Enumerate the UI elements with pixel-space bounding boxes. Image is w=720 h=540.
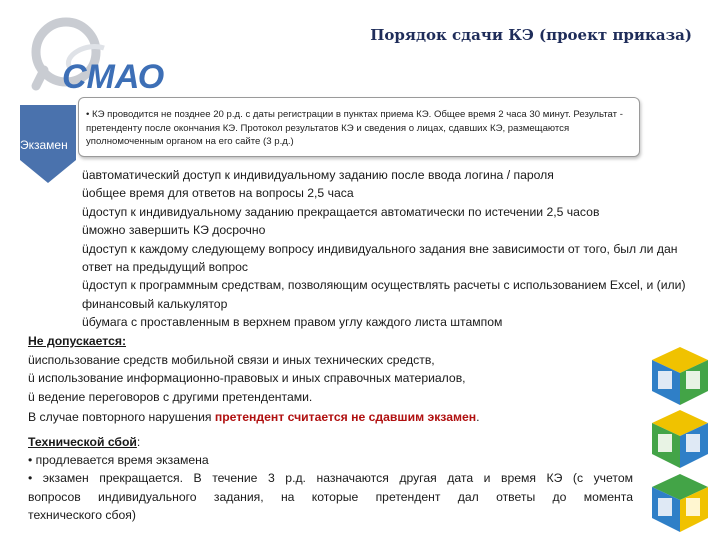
repeat-violation-note (28, 408, 628, 427)
technical-failure-heading (28, 433, 633, 451)
cube-icon (650, 408, 710, 470)
not-allowed-item: üиспользование средств мобильной связи и иных технических средств, (28, 352, 435, 367)
technical-failure-line: • экзамен прекращается. В течение 3 р.д. назначаются другая дата и время КЭ (с учетом (28, 471, 633, 486)
rule-item: üобщее время для ответов на вопросы 2,5 часа (82, 186, 354, 201)
repeat-violation-suffix: . (476, 410, 480, 425)
cube-icon (650, 472, 710, 534)
technical-failure-line: • продлевается время экзамена (28, 453, 209, 468)
not-allowed-item: ü ведение переговоров с другими претендентами. (28, 389, 313, 404)
logo-text: СМАО (62, 58, 165, 96)
rule-item: üдоступ к каждому следующему вопросу индивидуального задания вне зависимости от того, был ли дан ответ на предыдущий вопрос (82, 241, 678, 275)
technical-failure-line: технического сбоя) (28, 507, 136, 522)
rule-item: üбумага с проставленным в верхнем правом углу каждого листа штампом (82, 315, 503, 330)
technical-failure-colon: : (136, 435, 141, 449)
exam-description: • КЭ проводится не позднее 20 р.д. с даты регистрации в пунктах приема КЭ. Общее время 2 часа 30 минут. Результат - претенденту после окончания КЭ. Протокол результатов КЭ и сведения о лицах, сдавших КЭ, размещаются уполномоченным органом на его сайте (3 р.д.) (86, 109, 623, 147)
not-allowed-heading: Не допускается: (28, 334, 127, 348)
rules-list (82, 166, 697, 332)
cube-icon (650, 345, 710, 407)
not-allowed-section (28, 332, 628, 427)
repeat-violation-emphasis: претендент считается не сдавшим экзамен (214, 410, 477, 425)
step-label: Экзамен (20, 138, 68, 152)
rule-item: üдоступ к индивидуальному заданию прекращается автоматически по истечении 2,5 часов (82, 204, 600, 219)
rule-item: üдоступ к программным средствам, позволяющим осуществлять расчеты с использованием Excel, и (или) финансовый калькулятор (82, 278, 686, 311)
technical-failure-line: вопросов индивидуального задания, на которые претендент дал ответы до момента (28, 489, 633, 504)
rule-item: üможно завершить КЭ досрочно (82, 223, 266, 238)
page-title: Порядок сдачи КЭ (проект приказа) (370, 26, 692, 44)
technical-failure-heading-text: Технической сбой (28, 435, 137, 449)
rule-item: üавтоматический доступ к индивидуальному заданию после ввода логина / пароля (82, 168, 554, 182)
technical-failure-section (28, 433, 633, 524)
smao-logo (18, 8, 178, 108)
repeat-violation-prefix: В случае повторного нарушения (28, 410, 215, 425)
not-allowed-item: ü использование информационно-правовых и иных справочных материалов, (28, 371, 466, 386)
